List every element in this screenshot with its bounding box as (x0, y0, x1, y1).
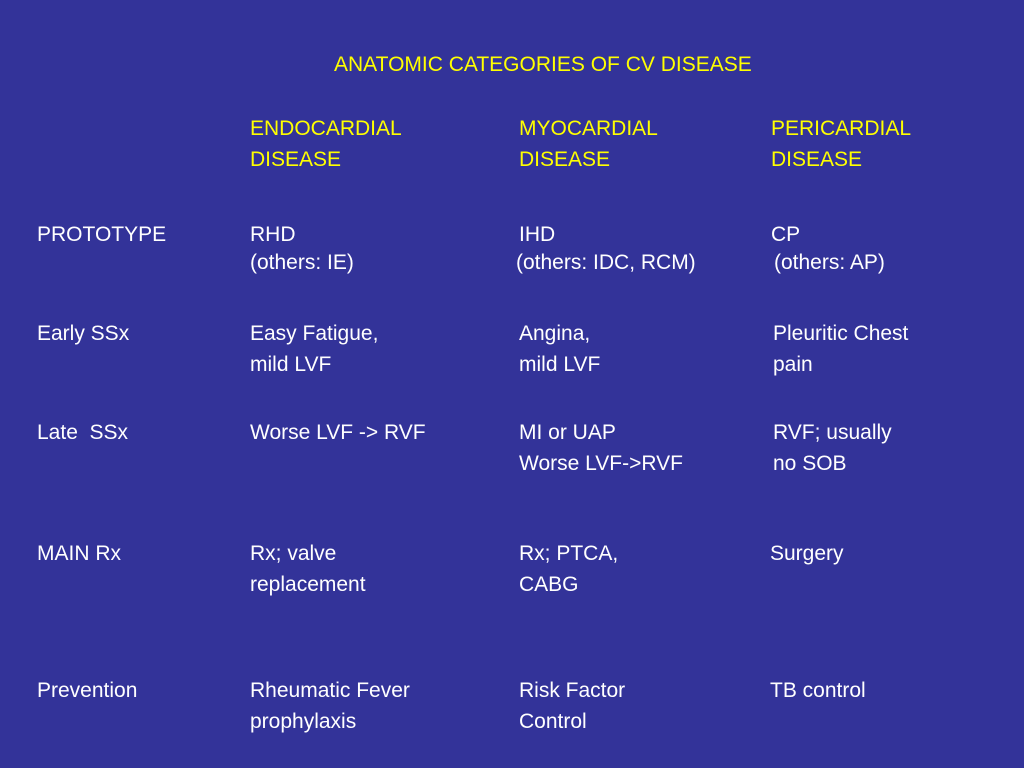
prototype-endocardial-others: (others: IE) (250, 251, 354, 274)
column-header-line: MYOCARDIAL (519, 117, 658, 140)
early-ssx-pericardial (773, 318, 908, 380)
cell-line: RVF; usually (773, 421, 892, 444)
prototype-pericardial-main: CP (771, 223, 801, 246)
cell-line: Rheumatic Fever (250, 679, 410, 702)
column-header-line: ENDOCARDIAL (250, 117, 402, 140)
column-header-line: DISEASE (250, 148, 342, 171)
main-rx-myocardial (519, 538, 618, 600)
cell-line: mild LVF (519, 353, 601, 376)
late-ssx-myocardial (519, 417, 683, 479)
column-header-line: DISEASE (771, 148, 863, 171)
prevention-pericardial (770, 675, 866, 706)
late-ssx-pericardial (773, 417, 892, 479)
cell-line: Pleuritic Chest (773, 322, 909, 345)
prototype-myocardial-others: (others: IDC, RCM) (516, 251, 696, 274)
row-label-prototype: PROTOTYPE (37, 223, 167, 246)
cell-line: prophylaxis (250, 710, 357, 733)
cell-line: Rx; PTCA, (519, 542, 619, 565)
cell-line: MI or UAP (519, 421, 616, 444)
cell-line: replacement (250, 573, 366, 596)
row-label-main-rx: MAIN Rx (37, 542, 121, 565)
cell-line: mild LVF (250, 353, 332, 376)
cell-line: pain (773, 353, 813, 376)
slide-title: ANATOMIC CATEGORIES OF CV DISEASE (334, 53, 752, 76)
column-header-myocardial (519, 113, 658, 175)
prototype-pericardial-others: (others: AP) (774, 251, 885, 274)
column-header-pericardial (771, 113, 911, 175)
cell-line: Worse LVF->RVF (519, 452, 683, 475)
column-header-line: PERICARDIAL (771, 117, 912, 140)
column-header-line: DISEASE (519, 148, 611, 171)
main-rx-pericardial (770, 538, 844, 569)
early-ssx-endocardial (250, 318, 378, 380)
cell-line: CABG (519, 573, 579, 596)
cell-line: TB control (770, 679, 866, 702)
cell-line: Easy Fatigue, (250, 322, 379, 345)
cell-line: Worse LVF -> RVF (250, 421, 426, 444)
cell-line: Surgery (770, 542, 844, 565)
cell-line: Control (519, 710, 587, 733)
row-label-prevention: Prevention (37, 679, 138, 702)
cell-line: Rx; valve (250, 542, 337, 565)
row-label-late-ssx: Late SSx (37, 421, 129, 444)
row-label-early-ssx: Early SSx (37, 322, 130, 345)
prevention-myocardial (519, 675, 625, 737)
cell-line: Risk Factor (519, 679, 626, 702)
prototype-endocardial-main: RHD (250, 223, 296, 246)
column-header-endocardial (250, 113, 402, 175)
main-rx-endocardial (250, 538, 366, 600)
late-ssx-endocardial (250, 417, 426, 448)
prototype-myocardial-main: IHD (519, 223, 556, 246)
early-ssx-myocardial (519, 318, 600, 380)
cell-line: no SOB (773, 452, 847, 475)
cell-line: Angina, (519, 322, 591, 345)
prevention-endocardial (250, 675, 410, 737)
